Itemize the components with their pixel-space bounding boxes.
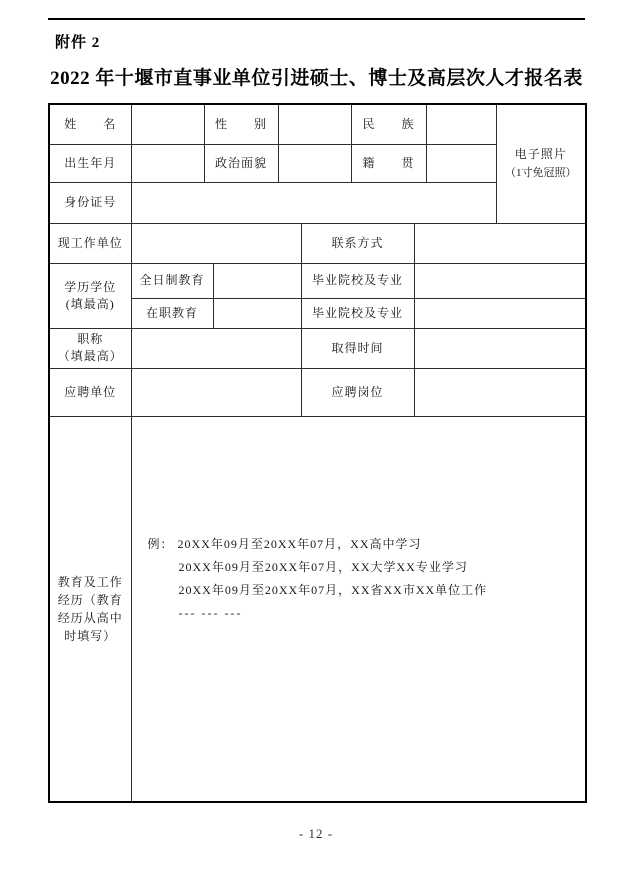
- label-prof-title: [49, 328, 131, 368]
- label-experience-line2: 经历（教育: [57, 592, 123, 607]
- page-number: - 12 -: [298, 826, 334, 841]
- label-degree-line2: (填最高): [65, 296, 115, 311]
- value-obtain-time: [414, 328, 586, 368]
- value-applied-unit: [131, 368, 301, 416]
- label-experience-line4: 时填写）: [64, 628, 117, 643]
- label-graduate-school-1: 毕业院校及专业: [301, 263, 414, 298]
- label-birth-date: 出生年月: [49, 144, 131, 182]
- label-experience: [49, 416, 131, 802]
- row-education-fulltime: [49, 263, 586, 298]
- label-contact: 联系方式: [301, 223, 414, 263]
- value-experience: [131, 416, 586, 802]
- label-ethnicity: 民 族: [351, 104, 426, 144]
- label-fulltime-education: 全日制教育: [131, 263, 213, 298]
- label-obtain-time: 取得时间: [301, 328, 414, 368]
- label-inservice-education: 在职教育: [131, 298, 213, 328]
- value-ethnicity: [426, 104, 496, 144]
- photo-label-line1: 电子照片: [514, 146, 567, 161]
- label-applied-unit: 应聘单位: [49, 368, 131, 416]
- label-native-place: 籍 贯: [351, 144, 426, 182]
- value-gender: [278, 104, 351, 144]
- value-current-employer: [131, 223, 301, 263]
- value-prof-title: [131, 328, 301, 368]
- value-graduate-school-1: [414, 263, 586, 298]
- label-experience-line1: 教育及工作: [57, 574, 123, 589]
- label-prof-title-line2: （填最高）: [57, 349, 123, 363]
- value-contact: [414, 223, 586, 263]
- row-experience: [49, 416, 586, 802]
- value-name: [131, 104, 204, 144]
- value-birth-date: [131, 144, 204, 182]
- header-rule: [48, 18, 585, 20]
- experience-example-line1: [148, 533, 586, 556]
- label-experience-line3: 经历从高中: [57, 610, 123, 625]
- label-degree-line1: 学历学位: [64, 279, 117, 294]
- value-political-status: [278, 144, 351, 182]
- photo-box: [496, 104, 586, 223]
- value-graduate-school-2: [414, 298, 586, 328]
- experience-example-ellipsis: --- --- ---: [178, 605, 243, 620]
- attachment-label: 附件 2: [55, 35, 101, 51]
- experience-example-line3: 20XX年09月至20XX年07月，XX省XX市XX单位工作: [178, 582, 488, 597]
- label-degree: [49, 263, 131, 328]
- experience-example-line2: 20XX年09月至20XX年07月，XX大学XX专业学习: [178, 559, 468, 574]
- label-graduate-school-2: 毕业院校及专业: [301, 298, 414, 328]
- label-political-status: 政治面貌: [204, 144, 278, 182]
- value-inservice-education: [213, 298, 301, 328]
- value-fulltime-education: [213, 263, 301, 298]
- label-id-number: 身份证号: [49, 182, 131, 223]
- label-gender: 性 别: [204, 104, 278, 144]
- value-native-place: [426, 144, 496, 182]
- label-name: 姓 名: [49, 104, 131, 144]
- label-prof-title-line1: 职称: [77, 332, 104, 346]
- row-employer: [49, 223, 586, 263]
- row-prof-title: [49, 328, 586, 368]
- application-form-table: [48, 103, 587, 803]
- page-title: 2022 年十堰市直事业单位引进硕士、博士及高层次人才报名表: [50, 68, 583, 89]
- label-applied-post: 应聘岗位: [301, 368, 414, 416]
- experience-example-prefix: 例：: [147, 536, 174, 551]
- label-current-employer: 现工作单位: [49, 223, 131, 263]
- row-application: [49, 368, 586, 416]
- row-basic-1: [49, 104, 586, 144]
- value-id-number: [131, 182, 496, 223]
- experience-example-line1-text: 20XX年09月至20XX年07月，XX高中学习: [177, 536, 422, 551]
- value-applied-post: [414, 368, 586, 416]
- photo-label-line2: （1寸免冠照）: [505, 166, 577, 179]
